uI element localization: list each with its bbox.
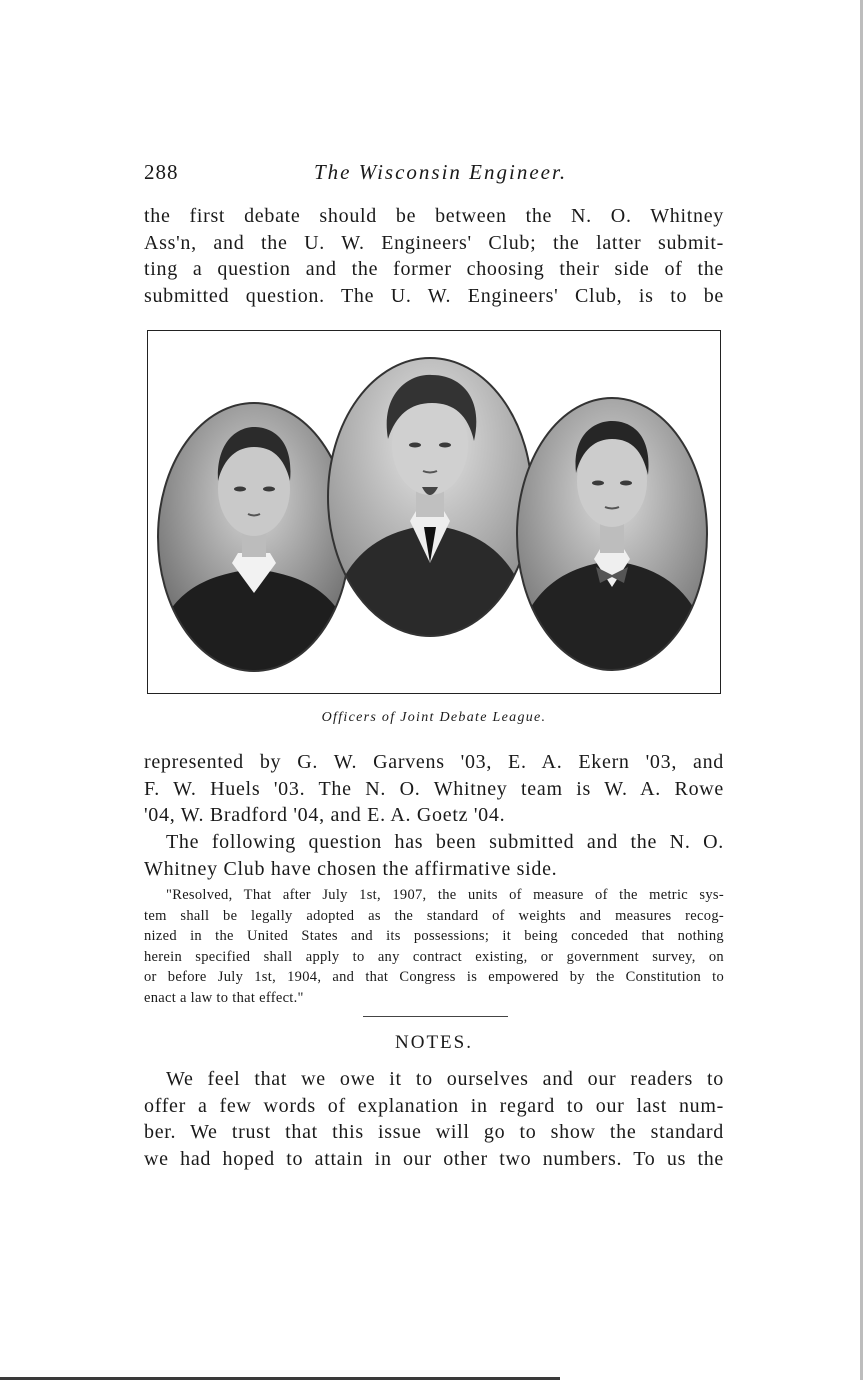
text-line: or before July 1st, 1904, and that Congress is empowered by the Constitution to — [144, 969, 724, 985]
text-line: F. W. Huels '03. The N. O. Whitney team is W. A. Rowe — [144, 777, 724, 800]
text-line: Ass'n, and the U. W. Engineers' Club; the latter submit- — [144, 231, 724, 254]
portrait-right — [512, 398, 712, 671]
resolution-quote — [144, 885, 724, 1008]
portrait-left — [150, 403, 358, 671]
text-line: "Resolved, That after July 1st, 1907, the units of measure of the metric sys- — [166, 887, 724, 903]
text-line: enact a law to that effect." — [144, 989, 304, 1006]
text-line: submitted question. The U. W. Engineers' Club, is to be — [144, 284, 724, 307]
paragraph-question-submitted — [144, 829, 724, 882]
text-line: Whitney Club have chosen the affirmative side. — [144, 857, 558, 880]
text-line: '04, W. Bradford '04, and E. A. Goetz '04. — [144, 804, 506, 826]
text-line: The following question has been submitted and the N. O. — [166, 831, 724, 853]
portraits-illustration — [148, 331, 719, 692]
text-line: offer a few words of explanation in regard to our last num- — [144, 1094, 724, 1117]
running-title: The Wisconsin Engineer. — [314, 160, 568, 184]
text-line: the first debate should be between the N. O. Whitney — [144, 205, 724, 227]
text-line: we had hoped to attain in our other two numbers. To us the — [144, 1147, 724, 1170]
section-divider — [363, 1016, 508, 1017]
page-header — [144, 160, 724, 188]
text-line: herein specified shall apply to any contract existing, or government survey, on — [144, 948, 724, 965]
paragraph-notes — [144, 1066, 724, 1172]
portrait-photo-plate — [147, 330, 721, 694]
portrait-middle — [328, 358, 532, 636]
paragraph-debate-intro — [144, 203, 724, 309]
text-line: We feel that we owe it to ourselves and our readers to — [166, 1068, 724, 1090]
text-line: ber. We trust that this issue will go to show the standard — [144, 1121, 724, 1143]
text-line: represented by G. W. Garvens '03, E. A. Ekern '03, and — [144, 751, 724, 773]
page-number: 288 — [144, 160, 179, 184]
notes-heading: NOTES. — [395, 1032, 473, 1053]
text-line: ting a question and the former choosing their side of the — [144, 258, 724, 280]
figure-caption: Officers of Joint Debate League. — [321, 710, 547, 725]
paragraph-team-members — [144, 749, 724, 829]
text-line: nized in the United States and its possessions; it being conceded that nothing — [144, 928, 724, 944]
text-line: tem shall be legally adopted as the standard of weights and measures recog- — [144, 907, 724, 924]
